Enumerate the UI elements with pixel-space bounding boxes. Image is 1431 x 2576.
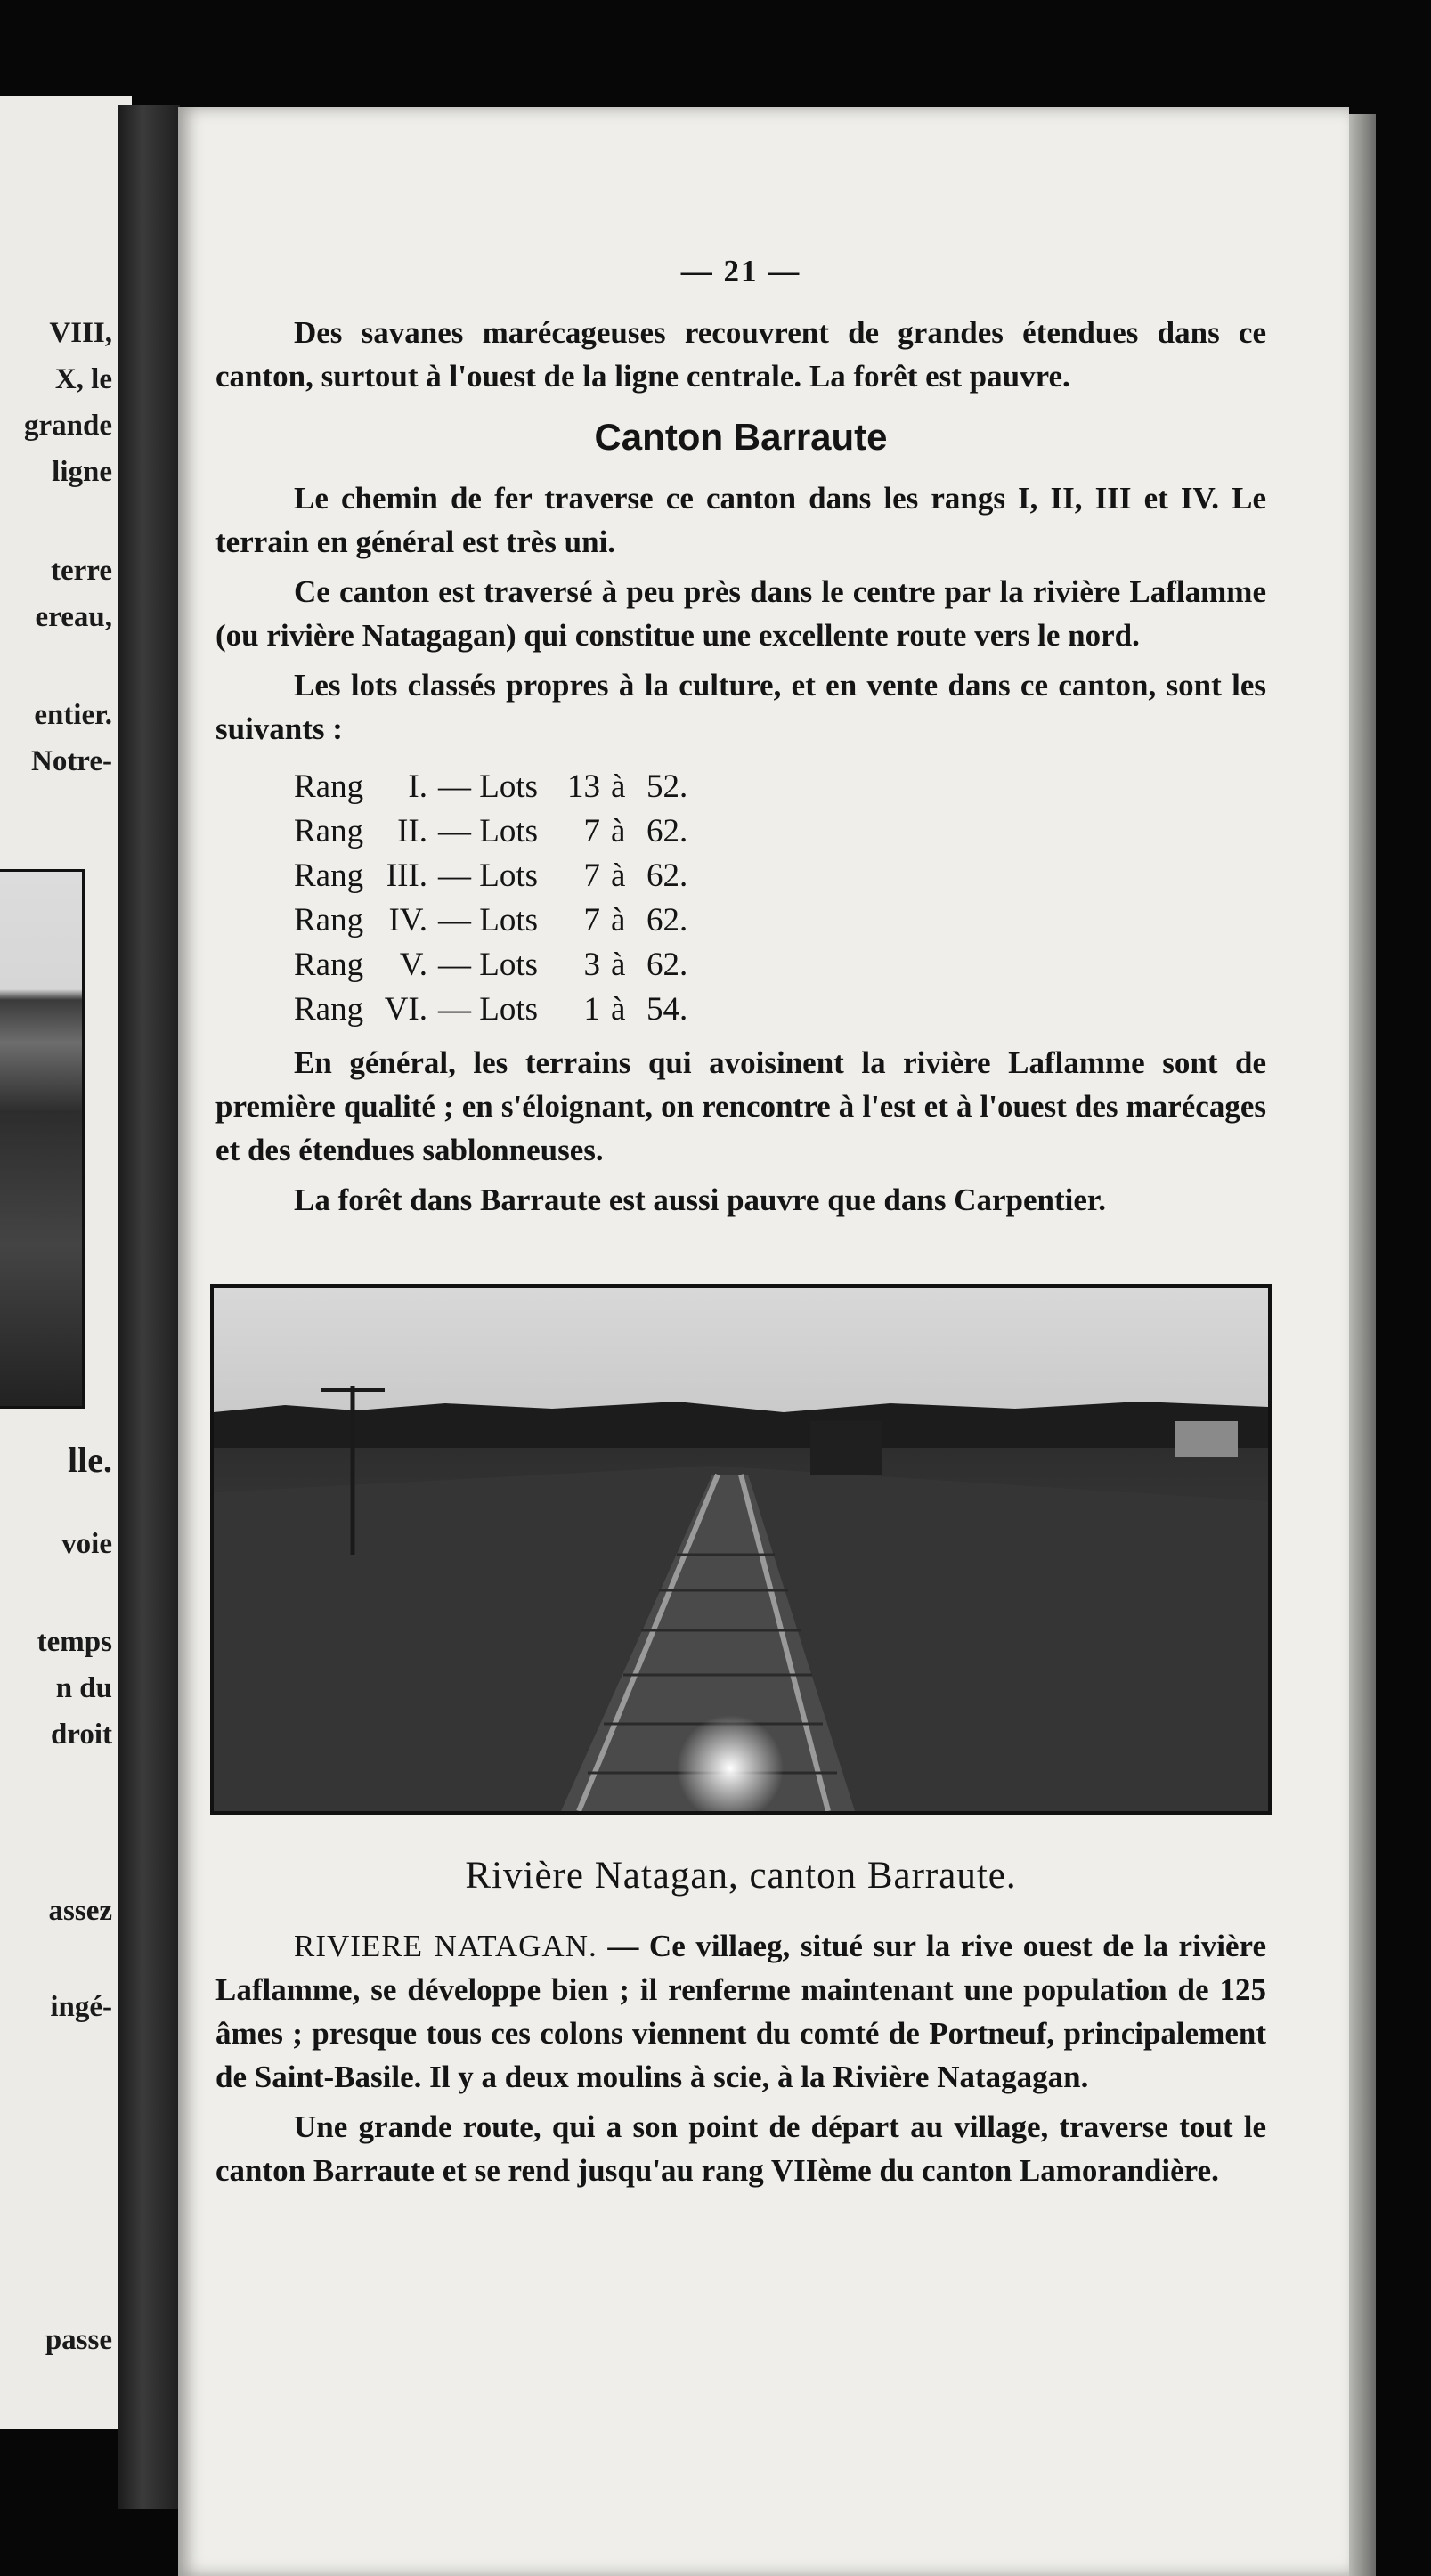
left-text-fragment: X, le [54, 363, 112, 395]
left-text-fragment: voie [61, 1528, 112, 1560]
final-paragraph: Une grande route, qui a son point de départ au village, traverse tout le canton Barraute et se rend jusqu'au rang VIIème du canton Lamorandière. [215, 2109, 1266, 2188]
left-text-fragment: lle. [68, 1440, 112, 1480]
railway-photo [210, 1284, 1272, 1815]
left-photo-fragment [0, 869, 85, 1409]
book-binding [118, 105, 180, 2509]
lot-row: Rang IV. — Lots 7 à 62. [294, 902, 688, 939]
left-text-fragment: VIII, [49, 317, 112, 349]
paragraph: Les lots classés propres à la culture, et en vente dans ce canton, sont les suivants : [215, 668, 1266, 746]
lot-row: Rang VI. — Lots 1 à 54. [294, 991, 688, 1028]
village-heading: RIVIERE NATAGAN. [294, 1929, 598, 1963]
left-text-fragment: Notre- [30, 745, 112, 777]
lot-row: Rang I. — Lots 13 à 52. [294, 768, 688, 805]
left-text-fragment: entier. [34, 699, 112, 731]
left-text-fragment: ereau, [35, 601, 112, 633]
lot-row: Rang II. — Lots 7 à 62. [294, 813, 688, 849]
left-text-fragment: passe [45, 2324, 112, 2356]
photo-caption: Rivière Natagan, canton Barraute. [465, 1855, 1017, 1897]
lots-list [294, 765, 1266, 1032]
village-paragraph [215, 1924, 1266, 2099]
paragraph: Ce canton est traversé à peu près dans le centre par la rivière Laflamme (ou rivière Natagagan) qui constitue une excellente route vers le nord. [215, 574, 1266, 653]
page-edge [1349, 114, 1376, 2576]
left-text-fragment: grande [24, 410, 112, 442]
section-title: Canton Barraute [594, 416, 888, 458]
paragraph: La forêt dans Barraute est aussi pauvre que dans Carpentier. [294, 1182, 1106, 1217]
left-text-fragment: temps [37, 1626, 112, 1658]
left-text-fragment: assez [48, 1895, 112, 1927]
page-number: — 21 — [680, 254, 801, 288]
left-text-fragment: terre [51, 555, 112, 587]
paragraph: En général, les terrains qui avoisinent la rivière Laflamme sont de première qualité ; en s'éloignant, on rencontre à l'est et à l'ouest des marécages et des étendues sablonneuses. [215, 1045, 1266, 1167]
page-content [215, 249, 1266, 2198]
left-text-fragment: n du [55, 1672, 112, 1704]
paragraph: Le chemin de fer traverse ce canton dans les rangs I, II, III et IV. Le terrain en général est très uni. [215, 481, 1266, 559]
left-text-fragment: ligne [52, 456, 112, 488]
village-text: — Ce villaeg, situé sur la rive ouest de la rivière Laflamme, se développe bien ; il renferme maintenant une population de 125 âmes ; presque tous ces colons viennent du comté de Portneuf, principalement de Saint-Basile. Il y a deux moulins à scie, à la Rivière Natagagan. [215, 1929, 1266, 2094]
lot-row: Rang V. — Lots 3 à 62. [294, 947, 688, 983]
lot-row: Rang III. — Lots 7 à 62. [294, 857, 688, 894]
intro-paragraph: Des savanes marécageuses recouvrent de grandes étendues dans ce canton, surtout à l'ouest de la ligne centrale. La forêt est pauvre. [215, 315, 1266, 394]
left-page-fragment [0, 96, 132, 2429]
left-text-fragment: droit [50, 1719, 112, 1751]
left-text-fragment: ingé- [50, 1991, 112, 2023]
book-page [178, 107, 1349, 2576]
